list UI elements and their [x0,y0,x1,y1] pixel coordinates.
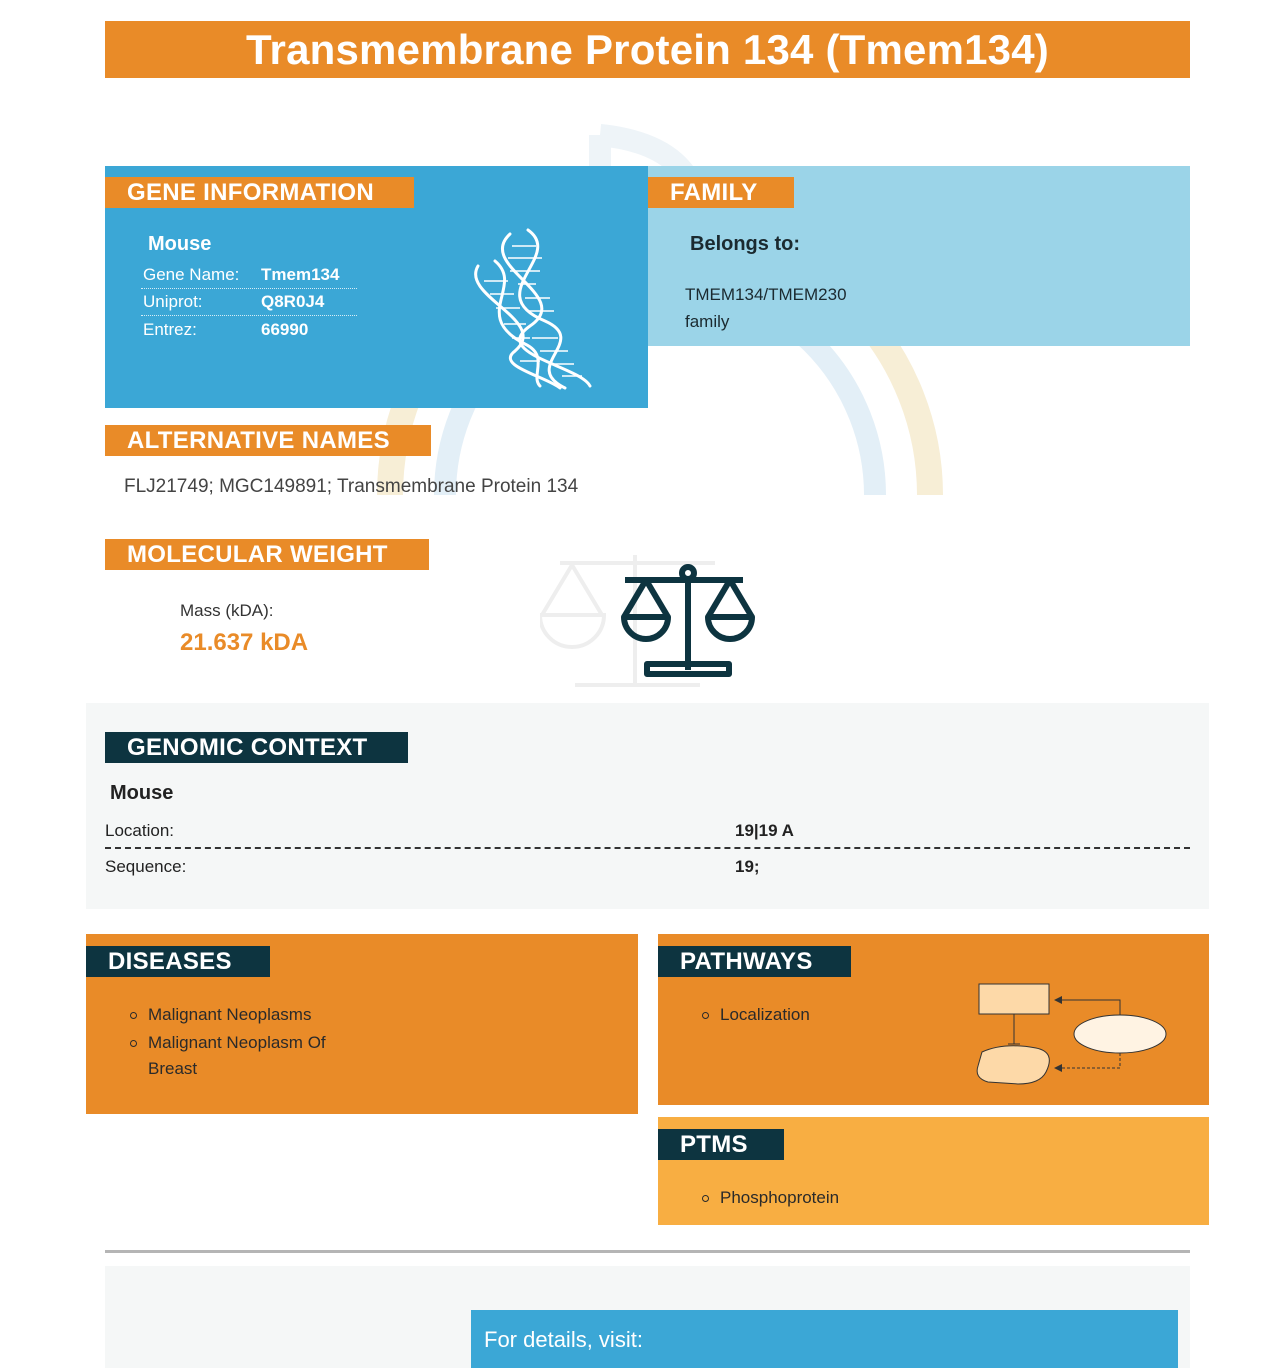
family-heading: FAMILY [648,177,794,208]
genomic-row [105,850,1190,884]
family-panel [648,166,1190,346]
pathways-heading: PATHWAYS [658,946,851,977]
list-item: Localization [702,1002,932,1028]
mass-label: Mass (kDA): [180,601,274,620]
ptms-list [702,1185,932,1213]
balance-scale-icon [540,545,770,700]
list-item: Phosphoprotein [702,1185,932,1211]
gene-info-row [141,289,357,316]
alternative-names-text: FLJ21749; MGC149891; Transmembrane Protein 134 [124,476,579,497]
genomic-label: Location: [105,821,174,840]
family-name: TMEM134/TMEM230 family [685,285,847,331]
pathways-list [702,1002,932,1030]
page-title-bar [105,21,1190,78]
details-link-box[interactable] [471,1310,1178,1368]
gene-info-value: Tmem134 [261,265,340,284]
ptms-heading: PTMS [658,1129,784,1160]
genomic-label: Sequence: [105,857,187,876]
alternative-names-heading: ALTERNATIVE NAMES [105,425,431,456]
pathways-panel [658,934,1209,1105]
gene-info-row [141,262,357,289]
diseases-panel [86,934,638,1114]
dna-helix-icon [470,226,610,391]
gene-information-heading: GENE INFORMATION [105,177,414,208]
mass-value: 21.637 kDA [180,629,309,656]
footer-panel [105,1266,1190,1368]
molecular-weight-heading: MOLECULAR WEIGHT [105,539,429,570]
gene-species: Mouse [148,233,212,255]
genomic-value: 19; [735,857,760,876]
genomic-value: 19|19 A [735,821,794,840]
section-divider [105,1250,1190,1253]
ptms-panel [658,1117,1209,1225]
gene-info-value: 66990 [261,319,309,339]
gene-info-row [141,316,357,343]
genomic-context-panel [86,703,1209,909]
gene-info-table [141,262,357,343]
details-label: For details, visit: [484,1327,643,1352]
gene-information-panel [105,166,648,408]
pathway-diagram-icon [974,980,1174,1090]
list-item: Malignant Neoplasms [130,1002,360,1028]
genomic-row [105,815,1190,849]
gene-info-label: Gene Name: [143,265,240,284]
family-belongs-label: Belongs to: [690,233,800,255]
gene-info-value: Q8R0J4 [261,292,325,311]
list-item: Malignant Neoplasm Of Breast [130,1030,360,1082]
diseases-heading: DISEASES [86,946,270,977]
diseases-list [130,1002,360,1084]
gene-info-label: Entrez: [143,319,197,339]
genomic-context-heading: GENOMIC CONTEXT [105,732,408,763]
genomic-species: Mouse [110,782,174,804]
page-title: Transmembrane Protein 134 (Tmem134) [246,25,1049,73]
gene-info-label: Uniprot: [143,292,203,311]
